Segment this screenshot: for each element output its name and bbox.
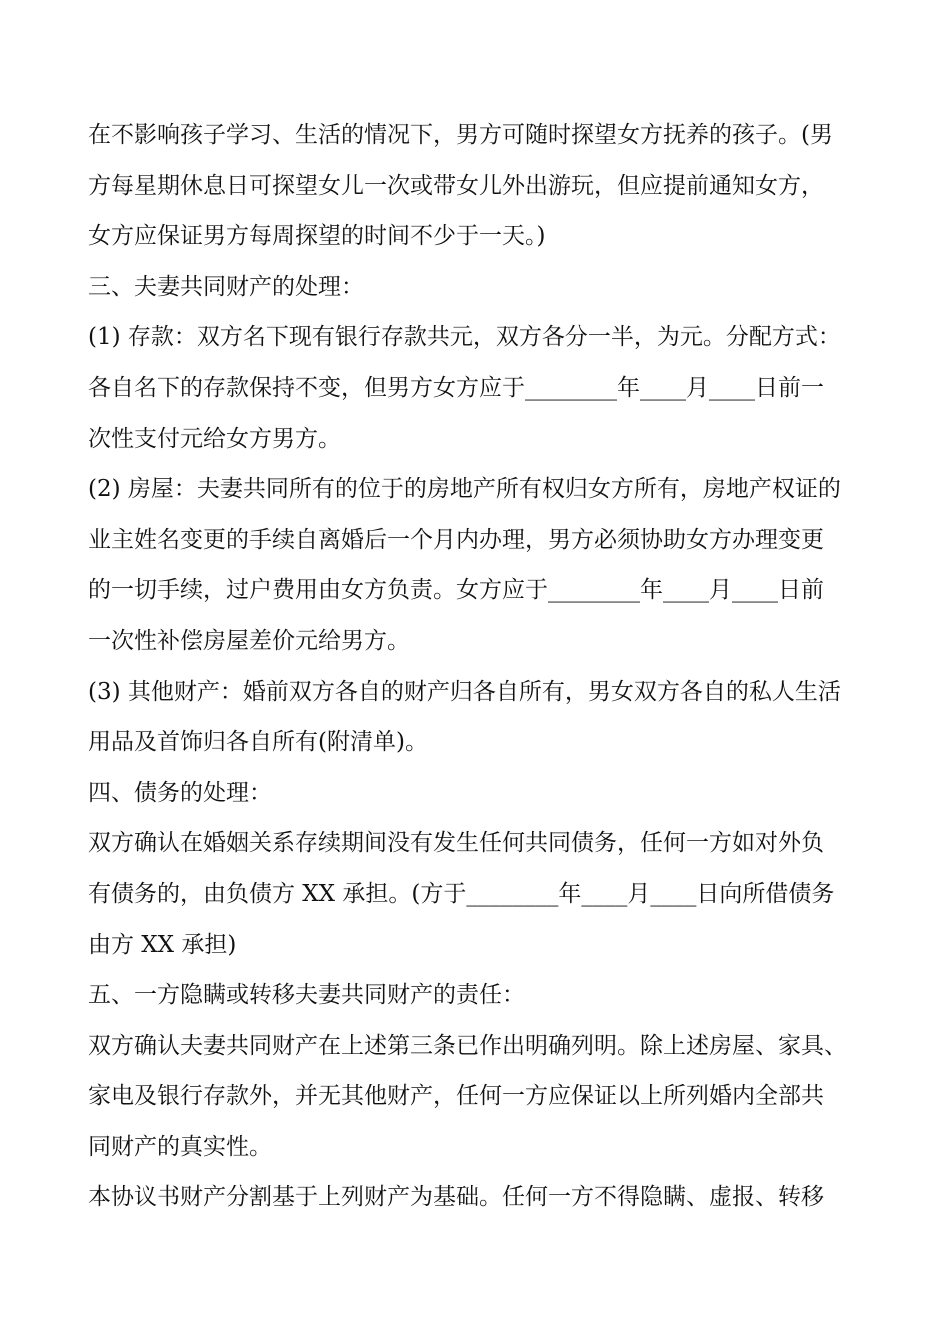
text-line: (2) 房屋：夫妻共同所有的位于的房地产所有权归女方所有，房地产权证的 <box>88 476 841 503</box>
text-line: 有债务的，由负债方 XX 承担。(方于________年____月____日向所借债务 <box>88 880 835 907</box>
text-line: 方每星期休息日可探望女儿一次或带女儿外出游玩，但应提前通知女方， <box>88 172 824 199</box>
text-line: 由方 XX 承担) <box>88 931 237 958</box>
section-heading-4: 四、债务的处理： <box>88 779 272 806</box>
text-line: 一次性补偿房屋差价元给男方。 <box>88 627 410 654</box>
text-line: 双方确认夫妻共同财产在上述第三条已作出明确列明。除上述房屋、家具、 <box>88 1032 847 1059</box>
text-line: 同财产的真实性。 <box>88 1133 272 1160</box>
text-line: 双方确认在婚姻关系存续期间没有发生任何共同债务，任何一方如对外负 <box>88 830 824 857</box>
text-line: 次性支付元给女方男方。 <box>88 425 341 452</box>
text-line: 用品及首饰归各自所有(附清单)。 <box>88 729 428 756</box>
text-line: (3) 其他财产：婚前双方各自的财产归各自所有，男女双方各自的私人生活 <box>88 678 841 705</box>
text-line: 家电及银行存款外，并无其他财产，任何一方应保证以上所列婚内全部共 <box>88 1083 824 1110</box>
text-line: 业主姓名变更的手续自离婚后一个月内办理，男方必须协助女方办理变更 <box>88 526 824 553</box>
section-heading-5: 五、一方隐瞒或转移夫妻共同财产的责任： <box>88 982 525 1009</box>
section-heading-3: 三、夫妻共同财产的处理： <box>88 273 364 300</box>
text-line: 在不影响孩子学习、生活的情况下，男方可随时探望女方抚养的孩子。(男 <box>88 122 833 148</box>
text-line: 各自名下的存款保持不变，但男方女方应于________年____月____日前一 <box>88 374 824 401</box>
text-line: 的一切手续，过户费用由女方负责。女方应于________年____月____日前 <box>88 577 824 604</box>
text-line: (1) 存款：双方名下现有银行存款共元，双方各分一半，为元。分配方式： <box>88 324 841 351</box>
text-line: 本协议书财产分割基于上列财产为基础。任何一方不得隐瞒、虚报、转移 <box>88 1184 824 1211</box>
document-body <box>88 110 888 1223</box>
text-line: 女方应保证男方每周探望的时间不少于一天。) <box>88 223 546 250</box>
